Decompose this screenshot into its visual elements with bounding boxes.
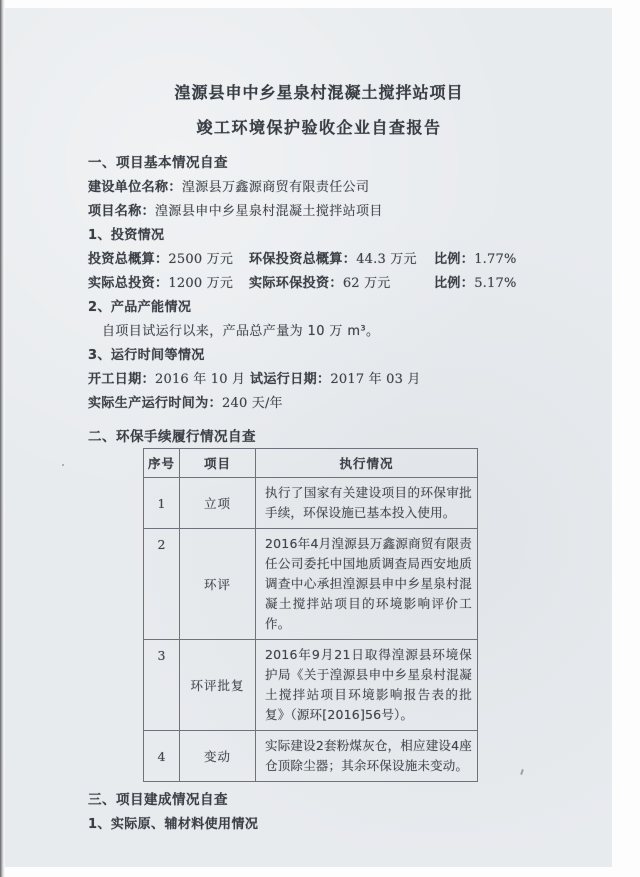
budget-ratio bbox=[434, 251, 517, 268]
budget-env-value: 44.3 万元 bbox=[356, 252, 417, 267]
project-name-line bbox=[88, 203, 550, 220]
actual-env-label: 实际环保投资： bbox=[249, 276, 343, 291]
runtime-line bbox=[88, 395, 550, 412]
start-date-label: 开工日期： bbox=[88, 372, 156, 387]
row3-seq: 3 bbox=[144, 640, 180, 731]
trial-date bbox=[250, 371, 421, 388]
table-row bbox=[144, 640, 478, 731]
runtime-label: 实际生产运行时间为： bbox=[88, 396, 223, 411]
actual-ratio bbox=[434, 275, 517, 292]
row4-seq: 4 bbox=[144, 731, 180, 782]
operation-heading: 3、运行时间等情况 bbox=[88, 348, 205, 363]
budget-total bbox=[88, 251, 249, 268]
row2-item: 环评 bbox=[180, 529, 256, 640]
row3-detail: 2016年9月21日取得湟源县环境保护局《关于湟源县申中乡星泉村混凝土搅拌站项目环境影响报告表的批复》（源环[2016]56号）。 bbox=[256, 640, 478, 731]
page-content bbox=[5, 8, 612, 833]
header-item: 项目 bbox=[180, 449, 256, 478]
row1-item: 立项 bbox=[180, 478, 256, 529]
actual-ratio-label: 比例： bbox=[434, 276, 475, 291]
row1-seq: 1 bbox=[144, 478, 180, 529]
row2-detail: 2016年4月湟源县万鑫源商贸有限责任公司委托中国地质调查局西安地质调查中心承担湟源县申中乡星泉村混凝土搅拌站项目的环境影响评价工作。 bbox=[256, 529, 478, 640]
budget-env bbox=[249, 251, 434, 268]
actual-total-label: 实际总投资： bbox=[88, 276, 169, 291]
section1-heading: 一、项目基本情况自查 bbox=[88, 155, 228, 171]
row4-item: 变动 bbox=[180, 731, 256, 782]
budget-total-value: 2500 万元 bbox=[168, 252, 234, 267]
investment-heading: 1、投资情况 bbox=[88, 228, 165, 243]
procedures-table bbox=[143, 448, 478, 782]
capacity-text: 自项目试运行以来，产品总产量为 10 万 m³。 bbox=[102, 324, 380, 339]
dates-line bbox=[88, 371, 550, 388]
table-row bbox=[144, 478, 478, 529]
actual-total-value: 1200 万元 bbox=[168, 276, 234, 291]
table-header-row bbox=[144, 449, 478, 478]
project-name-value: 湟源县申中乡星泉村混凝土搅拌站项目 bbox=[155, 204, 383, 219]
section3-heading: 三、项目建成情况自查 bbox=[88, 792, 228, 808]
budget-ratio-value: 1.77% bbox=[474, 252, 517, 267]
actual-ratio-value: 5.17% bbox=[474, 276, 517, 291]
actual-env bbox=[249, 275, 434, 292]
construction-unit-line bbox=[88, 179, 550, 196]
construction-unit-label: 建设单位名称： bbox=[88, 180, 182, 195]
construction-unit-value: 湟源县万鑫源商贸有限责任公司 bbox=[181, 180, 370, 195]
budget-total-label: 投资总概算： bbox=[88, 252, 169, 267]
document-subtitle: 竣工环境保护验收企业自查报告 bbox=[196, 118, 442, 137]
trial-date-label: 试运行日期： bbox=[250, 372, 331, 387]
budget-ratio-label: 比例： bbox=[434, 252, 475, 267]
budget-env-label: 环保投资总概算： bbox=[249, 252, 357, 267]
trial-date-value: 2017 年 03 月 bbox=[330, 372, 421, 387]
section2-heading: 二、环保手续履行情况自查 bbox=[88, 429, 256, 445]
row2-seq: 2 bbox=[144, 529, 180, 640]
scan-speckle bbox=[62, 464, 64, 466]
table-row bbox=[144, 529, 478, 640]
row3-item: 环评批复 bbox=[180, 640, 256, 731]
scanned-page bbox=[5, 8, 612, 867]
document-title: 湟源县申中乡星泉村混凝土搅拌站项目 bbox=[174, 83, 464, 102]
actual-env-value: 62 万元 bbox=[342, 276, 391, 291]
header-detail: 执行情况 bbox=[256, 449, 478, 478]
start-date bbox=[88, 371, 250, 388]
project-name-label: 项目名称： bbox=[88, 204, 156, 219]
header-seq: 序号 bbox=[144, 449, 180, 478]
row1-detail: 执行了国家有关建设项目的环保审批手续，环保设施已基本投入使用。 bbox=[256, 478, 478, 529]
runtime-value: 240 天/年 bbox=[222, 396, 283, 411]
start-date-value: 2016 年 10 月 bbox=[155, 372, 246, 387]
table-row bbox=[144, 731, 478, 782]
actual-total bbox=[88, 275, 249, 292]
row4-detail: 实际建设2套粉煤灰仓，相应建设4座仓顶除尘器；其余环保设施未变动。 bbox=[256, 731, 478, 782]
scan-edge-shadow bbox=[0, 0, 5, 877]
investment-row-actual bbox=[88, 275, 550, 292]
section3-sub-heading: 1、实际原、辅材料使用情况 bbox=[88, 817, 259, 832]
investment-row-budget bbox=[88, 251, 550, 268]
capacity-heading: 2、产品产能情况 bbox=[88, 300, 192, 315]
